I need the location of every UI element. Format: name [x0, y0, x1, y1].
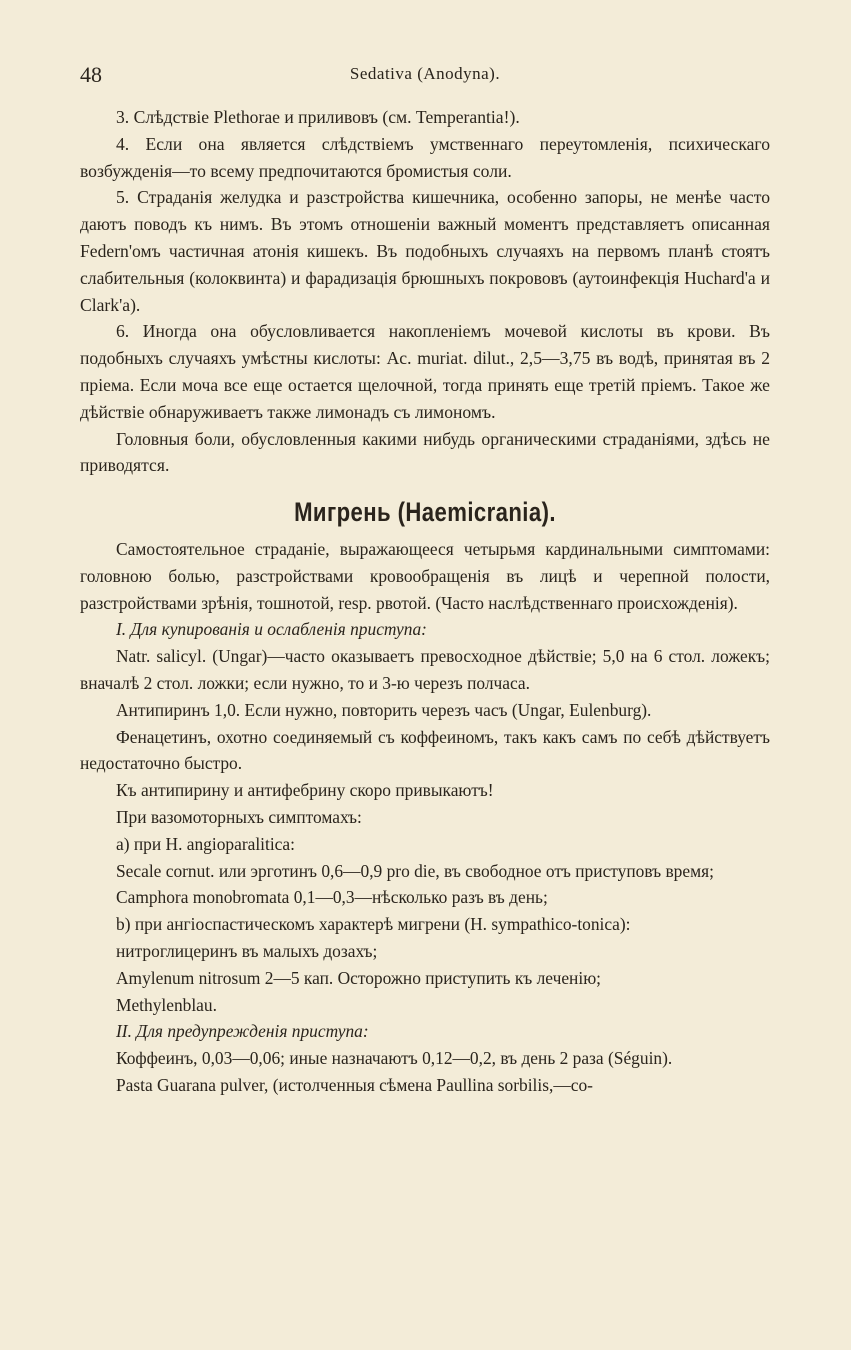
running-header [80, 58, 770, 90]
section-heading: Мигрень (Haemicrania). [294, 497, 556, 528]
paragraph: Methylenblau. [116, 994, 217, 1015]
paragraph: Camphora monobromata 0,1—0,3—нѣсколько разъ въ день; [116, 887, 548, 908]
subheading: II. Для предупрежденія приступа: [116, 1021, 369, 1042]
paragraph: нитроглицеринъ въ малыхъ дозахъ; [116, 940, 378, 961]
running-title: Sedativa (Anodyna). [349, 64, 501, 83]
text-block-bottom [80, 536, 770, 1099]
page-number: 48 [80, 62, 102, 87]
paragraph: Natr. salicyl. (Ungar)—часто оказываетъ превосходное дѣйствіе; 5,0 на 6 стол. ложекъ; вначалѣ 2 стол. ложки; если нужно, то и 3-ю черезъ полчаса. [80, 646, 770, 693]
paragraph: Головныя боли, обусловленныя какими нибудь органическими страданіями, здѣсь не приводятся. [80, 428, 770, 476]
paragraph: 5. Страданія желудка и разстройства кишечника, особенно запоры, не менѣе часто даютъ поводъ къ нимъ. Въ этомъ отношеніи важный моментъ представляетъ описанная Federn'омъ частичная атонія кишекъ. Въ подобныхъ случаяхъ на первомъ планѣ стоятъ слабительныя (колоквинта) и фарадизація брюшныхъ покрововъ (аутоинфекція Huchard'a и Clark'a). [80, 187, 770, 315]
paragraph: a) при H. angioparalitica: [116, 833, 295, 854]
page-body [80, 104, 770, 1099]
text-block-top [80, 104, 770, 479]
paragraph: Коффеинъ, 0,03—0,06; иные назначаютъ 0,12—0,2, въ день 2 раза (Séguin). [116, 1048, 673, 1069]
paragraph: Самостоятельное страданіе, выражающееся четырьмя кардинальными симптомами: головною болью, разстройствами кровообращенія въ лицѣ и черепной полости, разстройствами зрѣнія, тошнотой, resp. рвотой. (Часто наслѣдственнаго происхожденія). [80, 538, 770, 613]
paragraph: 4. Если она является слѣдствіемъ умственнаго переутомленія, психическаго возбужденія—то всему предпочитаются бромистыя соли. [80, 133, 770, 181]
paragraph: Антипиринъ 1,0. Если нужно, повторить черезъ часъ (Ungar, Eulenburg). [116, 699, 652, 720]
subheading: I. Для купированія и ослабленія приступа: [116, 619, 427, 640]
paragraph: Фенацетинъ, охотно соединяемый съ коффеиномъ, такъ какъ самъ по себѣ дѣйствуетъ недостаточно быстро. [80, 726, 770, 774]
paragraph: b) при ангіоспастическомъ характерѣ мигрени (H. sympathico-tonica): [116, 914, 631, 935]
paragraph: Pasta Guarana pulver, (истолченныя сѣмена Paullina sorbilis,—со- [116, 1074, 593, 1095]
paragraph: Къ антипирину и антифебрину скоро привыкаютъ! [116, 780, 494, 801]
paragraph: Amylenum nitrosum 2—5 кап. Осторожно приступить къ леченію; [116, 967, 602, 988]
paragraph: 6. Иногда она обусловливается накопленіемъ мочевой кислоты въ крови. Въ подобныхъ случаяхъ умѣстны кислоты: Ac. muriat. dilut., 2,5—3,75 въ водѣ, принятая въ 2 пріема. Если моча все еще остается щелочной, тогда принять еще третій пріемъ. Такое же дѣйствіе обнаруживаетъ также лимонадъ съ лимономъ. [80, 321, 770, 422]
paragraph: Secale cornut. или эрготинъ 0,6—0,9 pro die, въ свободное отъ приступовъ время; [116, 860, 714, 881]
paragraph: При вазомоторныхъ симптомахъ: [116, 806, 362, 827]
paragraph: 3. Слѣдствіе Plethorae и приливовъ (см. Temperantia!). [116, 107, 520, 127]
